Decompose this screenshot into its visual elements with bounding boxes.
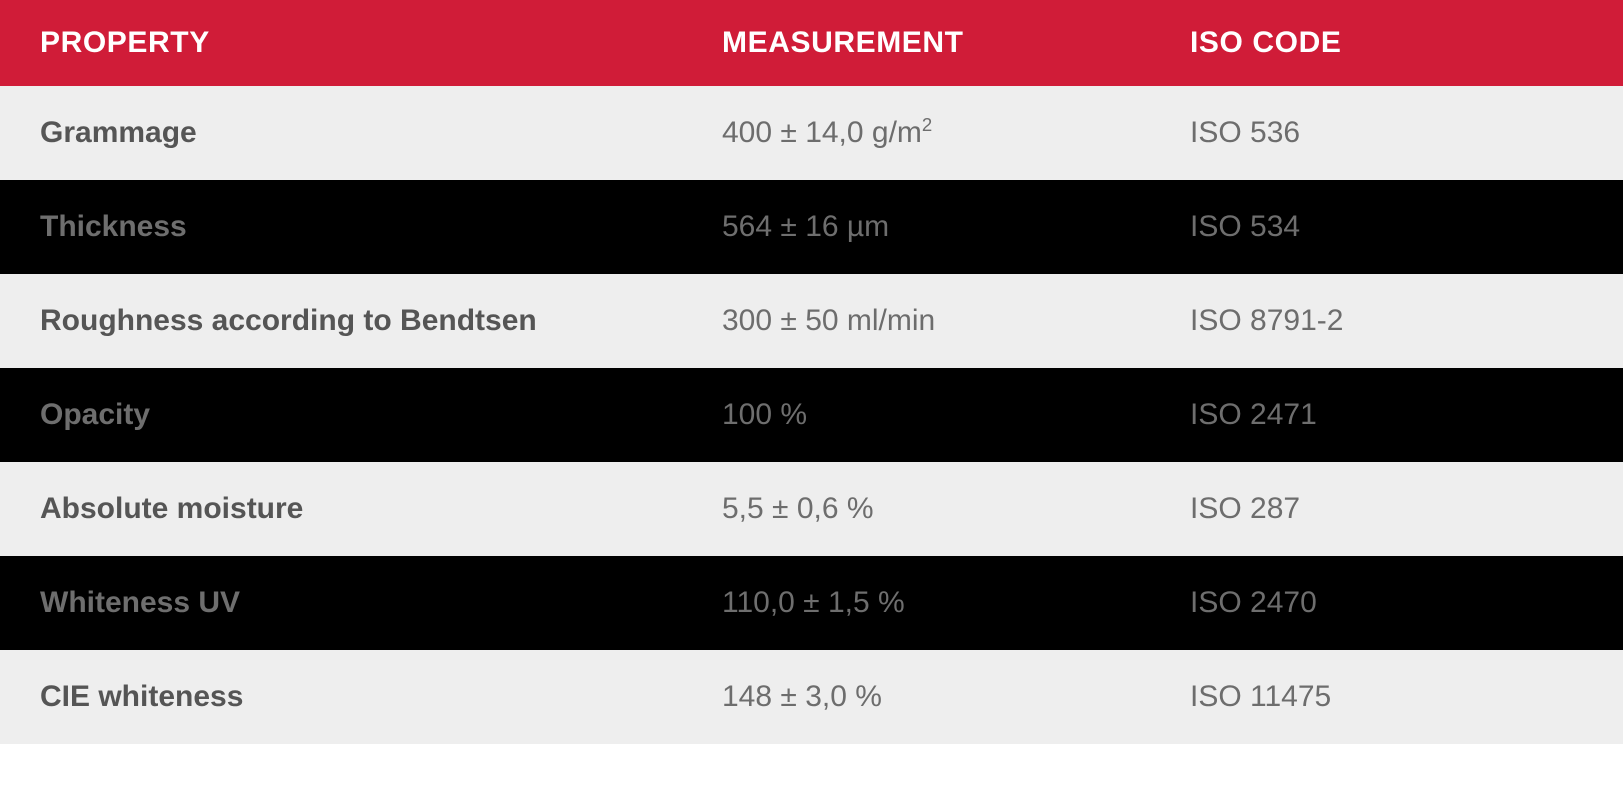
- cell-iso-code: ISO 536: [1178, 86, 1623, 180]
- measurement-value: 400 ± 14,0 g/m: [722, 116, 922, 149]
- table-row: [0, 368, 1623, 462]
- column-header-property: PROPERTY: [0, 0, 710, 86]
- cell-measurement: [710, 368, 1178, 462]
- table-header: [0, 0, 1623, 86]
- cell-property: CIE whiteness: [0, 650, 710, 744]
- cell-property: Roughness according to Bendtsen: [0, 274, 710, 368]
- table-row: [0, 462, 1623, 556]
- column-header-iso-code: ISO CODE: [1178, 0, 1623, 86]
- measurement-superscript: 2: [921, 114, 933, 135]
- cell-measurement: [710, 180, 1178, 274]
- cell-iso-code: ISO 534: [1178, 180, 1623, 274]
- measurement-value: 100 %: [722, 398, 808, 431]
- measurement-value: 300 ± 50 ml/min: [722, 304, 936, 337]
- table-row: [0, 556, 1623, 650]
- cell-iso-code: ISO 2470: [1178, 556, 1623, 650]
- table-row: [0, 650, 1623, 744]
- table-row: [0, 274, 1623, 368]
- cell-iso-code: ISO 2471: [1178, 368, 1623, 462]
- table-body: [0, 86, 1623, 744]
- cell-property: Grammage: [0, 86, 710, 180]
- cell-measurement: [710, 274, 1178, 368]
- measurement-value: 5,5 ± 0,6 %: [722, 492, 874, 525]
- table-row: [0, 86, 1623, 180]
- footer-spacer: [0, 744, 1623, 804]
- cell-measurement: [710, 462, 1178, 556]
- measurement-value: 564 ± 16 µm: [722, 210, 890, 243]
- measurement-value: 110,0 ± 1,5 %: [722, 586, 905, 619]
- table-row: [0, 180, 1623, 274]
- cell-measurement: [710, 86, 1178, 180]
- cell-iso-code: ISO 8791-2: [1178, 274, 1623, 368]
- table-header-row: [0, 0, 1623, 86]
- cell-property: Opacity: [0, 368, 710, 462]
- column-header-measurement: MEASUREMENT: [710, 0, 1178, 86]
- measurement-value: 148 ± 3,0 %: [722, 680, 882, 713]
- cell-property: Whiteness UV: [0, 556, 710, 650]
- cell-property: Thickness: [0, 180, 710, 274]
- cell-iso-code: ISO 11475: [1178, 650, 1623, 744]
- cell-iso-code: ISO 287: [1178, 462, 1623, 556]
- cell-property: Absolute moisture: [0, 462, 710, 556]
- cell-measurement: [710, 556, 1178, 650]
- cell-measurement: [710, 650, 1178, 744]
